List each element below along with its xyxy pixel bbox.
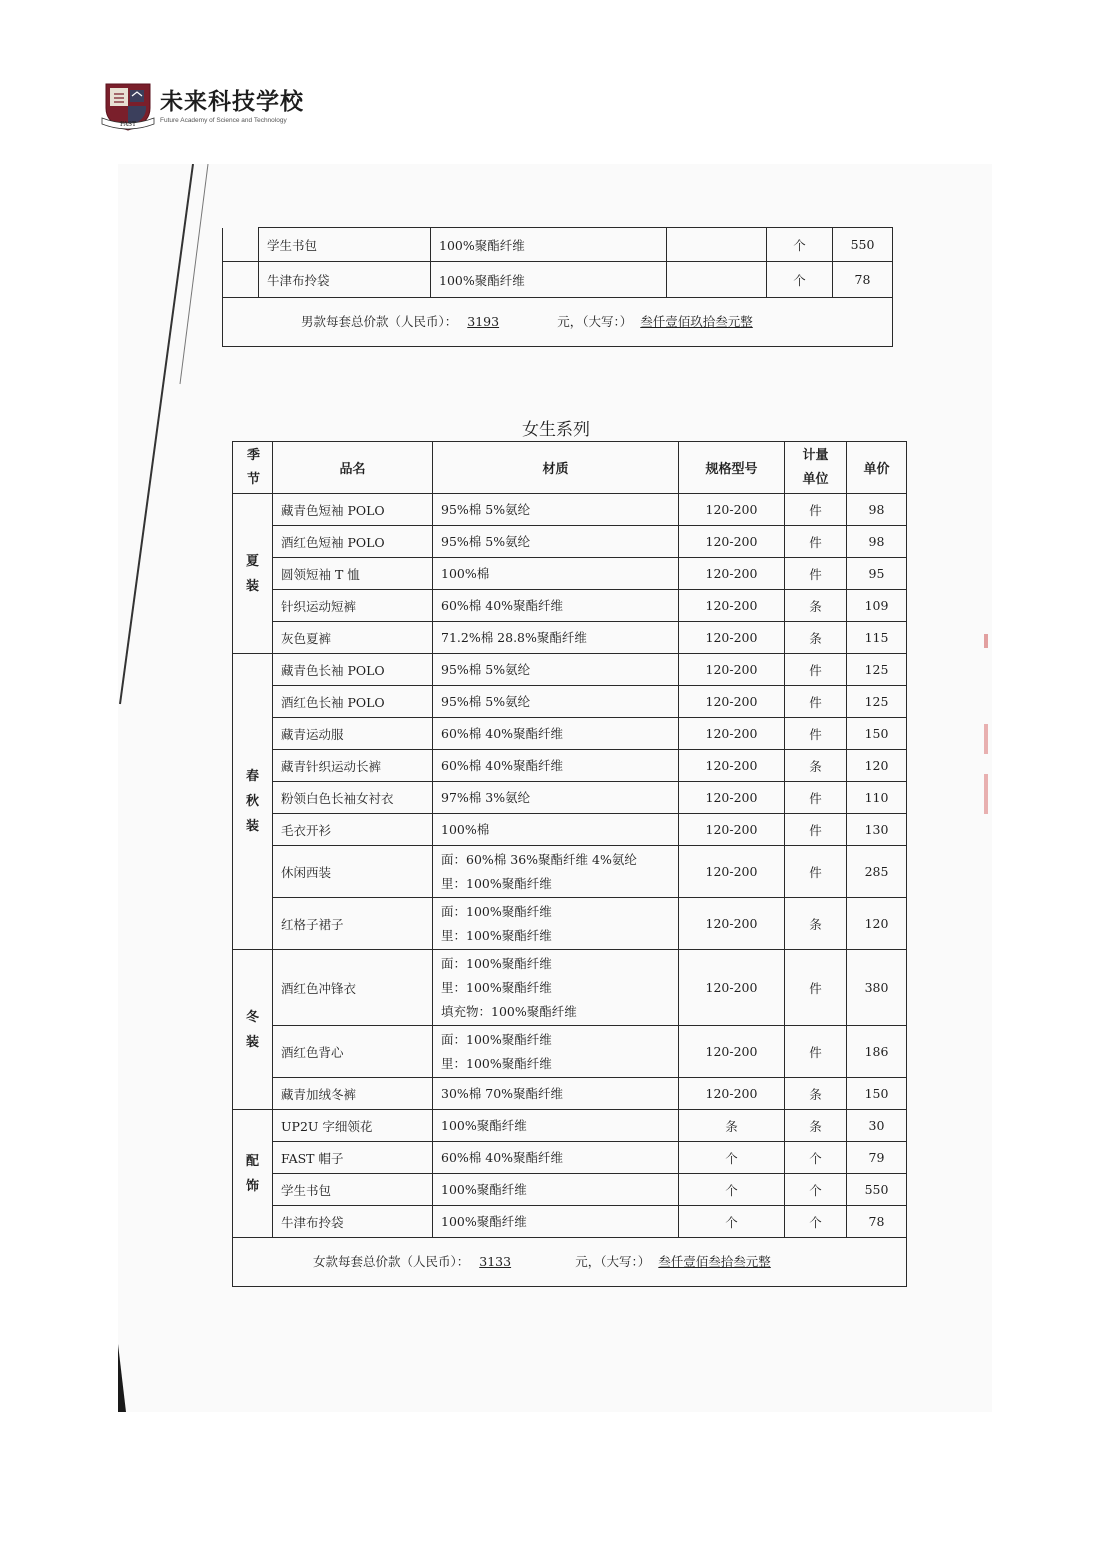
total-label: 女款每套总价款（人民币）： [313,1254,470,1269]
item-material [433,1206,679,1238]
women-section [232,441,907,1287]
item-spec [667,262,767,298]
item-unit: 个 [785,1206,847,1238]
header-season: 季节 [233,442,273,494]
item-price: 78 [847,1206,907,1238]
item-unit: 条 [785,1078,847,1110]
school-name-cn: 未来科技学校 [160,89,304,115]
header-spec: 规格型号 [679,442,785,494]
season-label: 春秋装 [233,654,273,950]
item-unit: 条 [785,750,847,782]
item-name: 酒红色短袖 POLO [273,526,433,558]
school-name-en: Future Academy of Science and Technology [160,117,287,124]
item-price: 150 [847,1078,907,1110]
item-name: 学生书包 [259,228,431,262]
item-price: 115 [847,622,907,654]
item-unit: 个 [767,228,833,262]
table-row [233,782,907,814]
material-line: 填充物：100%聚酯纤维 [441,1003,577,1019]
item-unit: 个 [785,1174,847,1206]
item-spec: 120-200 [679,590,785,622]
total-yuan: 元，（大写：） [575,1254,651,1269]
item-unit: 件 [785,654,847,686]
header-unit: 计量单位 [785,442,847,494]
item-spec: 120-200 [679,622,785,654]
item-spec: 120-200 [679,782,785,814]
item-name: 圆领短袖 T 恤 [273,558,433,590]
header-name: 品名 [273,442,433,494]
table-row [233,1142,907,1174]
item-name: 学生书包 [273,1174,433,1206]
item-spec: 120-200 [679,718,785,750]
season-label: 冬装 [233,950,273,1110]
item-material [433,686,679,718]
item-material [433,814,679,846]
item-name: 藏青针织运动长裤 [273,750,433,782]
item-unit: 件 [785,494,847,526]
men-table [222,227,893,347]
item-spec: 120-200 [679,750,785,782]
item-unit: 件 [785,1026,847,1078]
total-uppercase: 叁仟壹佰叁拾叁元整 [658,1254,771,1269]
table-row [233,950,907,1026]
item-price: 550 [847,1174,907,1206]
table-row [223,228,893,262]
item-unit: 个 [767,262,833,298]
item-unit: 个 [785,1142,847,1174]
item-name: 藏青色长袖 POLO [273,654,433,686]
item-spec: 120-200 [679,654,785,686]
item-material [433,1110,679,1142]
item-spec: 120-200 [679,686,785,718]
item-price: 109 [847,590,907,622]
material-line: 100%聚酯纤维 [441,1117,527,1133]
header-price: 单价 [847,442,907,494]
table-row [233,1078,907,1110]
material-line: 里：100%聚酯纤维 [441,1055,552,1071]
material-line: 面：100%聚酯纤维 [441,955,552,971]
item-unit: 件 [785,686,847,718]
item-material [433,590,679,622]
school-crest-icon [100,78,156,132]
table-row [233,1206,907,1238]
item-unit: 件 [785,846,847,898]
item-name: UP2U 字细领花 [273,1110,433,1142]
item-spec: 120-200 [679,1026,785,1078]
item-spec: 120-200 [679,814,785,846]
men-section [222,227,893,347]
total-amount: 3193 [467,314,500,329]
item-name: 藏青运动服 [273,718,433,750]
material-line: 面：100%聚酯纤维 [441,903,552,919]
table-row [233,590,907,622]
item-material: 100%聚酯纤维 [431,228,667,262]
table-row [233,558,907,590]
women-table [232,441,907,1287]
material-line: 里：100%聚酯纤维 [441,875,552,891]
table-row [233,718,907,750]
school-logo [100,78,304,132]
item-price: 120 [847,898,907,950]
total-uppercase: 叁仟壹佰玖拾叁元整 [640,314,753,329]
table-row [233,814,907,846]
item-price: 150 [847,718,907,750]
item-name: 粉领白色长袖女衬衣 [273,782,433,814]
season-cell [223,262,259,298]
material-line: 100%棉 [441,565,490,581]
material-line: 60%棉 40%聚酯纤维 [441,597,564,613]
item-spec: 120-200 [679,526,785,558]
item-spec: 120-200 [679,494,785,526]
material-line: 面：60%棉 36%聚酯纤维 4%氨纶 [441,851,637,867]
item-price: 380 [847,950,907,1026]
item-name: 酒红色背心 [273,1026,433,1078]
item-price: 95 [847,558,907,590]
item-name: 休闲西装 [273,846,433,898]
material-line: 30%棉 70%聚酯纤维 [441,1085,564,1101]
item-material [433,654,679,686]
item-material [433,1026,679,1078]
item-spec: 个 [679,1174,785,1206]
item-material [433,1174,679,1206]
item-material [433,718,679,750]
material-line: 95%棉 5%氨纶 [441,533,531,549]
item-material [433,558,679,590]
item-name: 藏青加绒冬裤 [273,1078,433,1110]
season-label: 配饰 [233,1110,273,1238]
item-spec: 个 [679,1142,785,1174]
item-material [433,1142,679,1174]
table-row [233,686,907,718]
women-section-title: 女生系列 [522,420,590,440]
item-name: 藏青色短袖 POLO [273,494,433,526]
material-line: 里：100%聚酯纤维 [441,979,552,995]
item-unit: 件 [785,814,847,846]
table-row [223,262,893,298]
item-unit: 件 [785,526,847,558]
header-material: 材质 [433,442,679,494]
item-name: 牛津布拎袋 [259,262,431,298]
material-line: 95%棉 5%氨纶 [441,501,531,517]
item-price: 285 [847,846,907,898]
table-row [233,750,907,782]
item-unit: 件 [785,718,847,750]
item-price: 125 [847,654,907,686]
item-price: 125 [847,686,907,718]
item-spec: 条 [679,1110,785,1142]
material-line: 60%棉 40%聚酯纤维 [441,725,564,741]
item-spec: 个 [679,1206,785,1238]
total-yuan: 元，（大写：） [557,314,633,329]
item-name: 针织运动短裤 [273,590,433,622]
item-material [433,1078,679,1110]
item-price: 78 [833,262,893,298]
item-unit: 件 [785,950,847,1026]
material-line: 100%聚酯纤维 [441,1181,527,1197]
item-price: 79 [847,1142,907,1174]
item-price: 120 [847,750,907,782]
table-row [233,846,907,898]
item-name: 酒红色冲锋衣 [273,950,433,1026]
material-line: 60%棉 40%聚酯纤维 [441,757,564,773]
material-line: 100%聚酯纤维 [441,1213,527,1229]
total-amount: 3133 [479,1254,512,1269]
women-total [233,1238,907,1287]
material-line: 71.2%棉 28.8%聚酯纤维 [441,629,587,645]
item-name: FAST 帽子 [273,1142,433,1174]
item-unit: 条 [785,898,847,950]
material-line: 95%棉 5%氨纶 [441,693,531,709]
table-row [233,654,907,686]
item-unit: 件 [785,782,847,814]
season-cell [223,228,259,262]
item-unit: 条 [785,590,847,622]
item-name: 酒红色长袖 POLO [273,686,433,718]
item-price: 550 [833,228,893,262]
total-row [223,298,893,347]
header-row [233,442,907,494]
material-line: 60%棉 40%聚酯纤维 [441,1149,564,1165]
table-row [233,1174,907,1206]
item-material: 100%聚酯纤维 [431,262,667,298]
item-material [433,782,679,814]
item-price: 98 [847,494,907,526]
crest-abbr: FAST [119,121,137,128]
table-row [233,1110,907,1142]
item-material [433,494,679,526]
item-spec [667,228,767,262]
item-price: 30 [847,1110,907,1142]
item-unit: 条 [785,1110,847,1142]
item-name: 牛津布拎袋 [273,1206,433,1238]
material-line: 97%棉 3%氨纶 [441,789,531,805]
men-total [223,298,893,347]
material-line: 100%棉 [441,821,490,837]
table-row [233,622,907,654]
season-label: 夏装 [233,494,273,654]
table-row [233,526,907,558]
item-material [433,622,679,654]
material-line: 95%棉 5%氨纶 [441,661,531,677]
table-row [233,1026,907,1078]
total-label: 男款每套总价款（人民币）： [301,314,458,329]
item-name: 毛衣开衫 [273,814,433,846]
item-price: 130 [847,814,907,846]
table-row [233,898,907,950]
material-line: 面：100%聚酯纤维 [441,1031,552,1047]
item-spec: 120-200 [679,1078,785,1110]
item-spec: 120-200 [679,558,785,590]
item-material [433,750,679,782]
item-name: 红格子裙子 [273,898,433,950]
total-row [233,1238,907,1287]
item-material [433,846,679,898]
item-material [433,898,679,950]
item-name: 灰色夏裤 [273,622,433,654]
item-price: 110 [847,782,907,814]
item-price: 186 [847,1026,907,1078]
item-spec: 120-200 [679,846,785,898]
item-material [433,526,679,558]
material-line: 里：100%聚酯纤维 [441,927,552,943]
table-row [233,494,907,526]
item-price: 98 [847,526,907,558]
item-spec: 120-200 [679,898,785,950]
item-material [433,950,679,1026]
item-spec: 120-200 [679,950,785,1026]
item-unit: 条 [785,622,847,654]
item-unit: 件 [785,558,847,590]
